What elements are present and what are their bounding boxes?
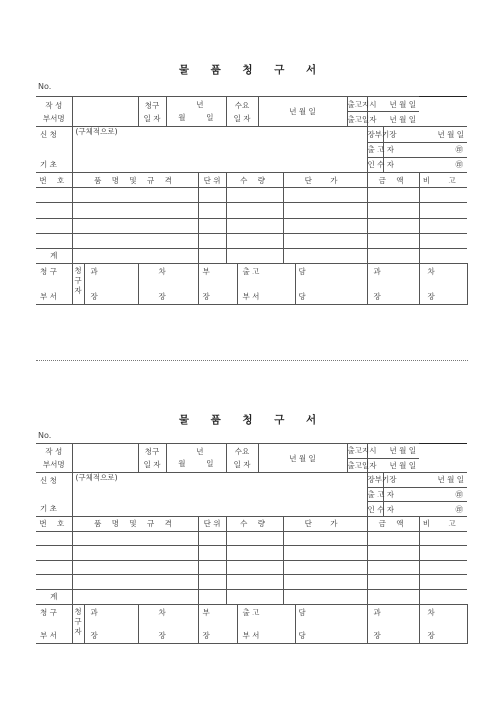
deputy-chief-sign[interactable]: 차 장 <box>138 264 198 305</box>
table-row <box>36 188 467 203</box>
form-number-label: No. <box>38 82 52 91</box>
col-no-header: 번 호 <box>36 172 72 187</box>
total-item-cell[interactable] <box>72 248 198 263</box>
out-dept-label: 출 고 부 서 <box>237 264 295 305</box>
col-price-header: 단 가 <box>283 516 367 531</box>
total-qty-cell[interactable] <box>226 248 283 263</box>
receiver-label: 인 수 자 <box>367 502 383 517</box>
table-row <box>36 560 467 575</box>
col-qty-header: 수 량 <box>226 516 283 531</box>
requester-label: 청 구 자 <box>72 604 84 643</box>
table-row <box>36 203 467 218</box>
out-date-field[interactable]: 년 월 일 <box>367 458 419 473</box>
col-qty-header: 수 량 <box>226 172 283 187</box>
requisition-table <box>36 96 467 305</box>
total-label: 계 <box>36 248 72 263</box>
form-title: 물 품 청 구 서 <box>178 64 326 76</box>
out-manager-sign[interactable]: 담 당 <box>295 264 367 305</box>
out-instruction-label: 출고지시 <box>347 444 367 459</box>
divider-line <box>36 360 468 361</box>
out-manager-sign[interactable]: 담 당 <box>295 604 367 643</box>
out-instruction-date[interactable]: 년 월 일 <box>367 444 419 459</box>
out-date-label: 출고일자 <box>347 112 367 127</box>
writer-dept-label: 작 성 부서명 <box>36 444 72 473</box>
total-unit-cell[interactable] <box>198 589 226 604</box>
ledger-label: 장부기장 <box>367 127 383 142</box>
out-person-seal[interactable] <box>383 142 467 157</box>
seal-icon: ㊞ <box>455 160 464 170</box>
table-row <box>36 218 467 233</box>
total-label: 계 <box>36 589 72 604</box>
dept-head-sign[interactable]: 부 장 <box>198 604 237 643</box>
out-section-chief-sign[interactable]: 과 장 <box>367 604 419 643</box>
col-price-header: 단 가 <box>283 172 367 187</box>
col-unit-header: 단 위 <box>198 516 226 531</box>
requester-label: 청 구 자 <box>72 264 84 305</box>
out-date-label: 출고일자 <box>347 458 367 473</box>
out-instruction-label: 출고지시 <box>347 97 367 112</box>
out-person-label: 출 고 자 <box>367 142 383 157</box>
writer-dept-field[interactable] <box>72 444 138 473</box>
need-date-field[interactable]: 년 월 일 <box>258 97 347 127</box>
seal-icon: ㊞ <box>455 504 464 514</box>
request-date-field[interactable]: 년 월 일 <box>166 444 226 473</box>
total-note-cell[interactable] <box>419 248 467 263</box>
out-person-label: 출 고 자 <box>367 487 383 502</box>
out-date-field[interactable]: 년 월 일 <box>367 112 419 127</box>
request-date-label: 청구 일 자 <box>138 444 166 473</box>
requisition-table <box>36 443 467 644</box>
form-title: 물 품 청 구 서 <box>178 414 326 426</box>
table-row <box>36 546 467 561</box>
dept-head-sign[interactable]: 부 장 <box>198 264 237 305</box>
ledger-label: 장부기장 <box>367 473 383 488</box>
col-item-header: 품 명 및 규 격 <box>72 516 198 531</box>
apply-base-label: 신 청 기 초 <box>36 473 72 517</box>
receiver-seal[interactable] <box>383 157 467 172</box>
writer-dept-field[interactable] <box>72 97 138 127</box>
seal-icon: ㊞ <box>455 145 464 155</box>
table-row <box>36 575 467 590</box>
out-person-seal[interactable] <box>383 487 467 502</box>
col-note-header: 비 고 <box>419 172 467 187</box>
section-chief-sign[interactable]: 과 장 <box>84 264 138 305</box>
apply-detail-field[interactable]: (구체적으로) <box>72 127 367 173</box>
total-note-cell[interactable] <box>419 589 467 604</box>
total-price-cell[interactable] <box>283 248 367 263</box>
section-chief-sign[interactable]: 과 장 <box>84 604 138 643</box>
table-row <box>36 233 467 248</box>
ledger-date-field[interactable]: 년 월 일 <box>383 127 467 142</box>
apply-base-label: 신 청 기 초 <box>36 127 72 173</box>
col-amount-header: 금 액 <box>367 172 419 187</box>
col-unit-header: 단 위 <box>198 172 226 187</box>
writer-dept-label: 작 성 부서명 <box>36 97 72 127</box>
request-dept-label: 청 구 부 서 <box>36 264 72 305</box>
out-deputy-chief-sign[interactable]: 차 장 <box>419 264 467 305</box>
receiver-seal[interactable] <box>383 502 467 517</box>
seal-icon: ㊞ <box>455 490 464 500</box>
form-number-label: No. <box>38 431 52 440</box>
deputy-chief-sign[interactable]: 차 장 <box>138 604 198 643</box>
total-price-cell[interactable] <box>283 589 367 604</box>
request-date-field[interactable]: 년 월 일 <box>166 97 226 127</box>
need-date-field[interactable]: 년 월 일 <box>258 444 347 473</box>
col-note-header: 비 고 <box>419 516 467 531</box>
col-amount-header: 금 액 <box>367 516 419 531</box>
total-amount-cell[interactable] <box>367 248 419 263</box>
col-item-header: 품 명 및 규 격 <box>72 172 198 187</box>
ledger-date-field[interactable]: 년 월 일 <box>383 473 467 488</box>
out-section-chief-sign[interactable]: 과 장 <box>367 264 419 305</box>
col-no-header: 번 호 <box>36 516 72 531</box>
apply-detail-field[interactable]: (구체적으로) <box>72 473 367 517</box>
total-unit-cell[interactable] <box>198 248 226 263</box>
total-qty-cell[interactable] <box>226 589 283 604</box>
need-date-label: 수요 일 자 <box>226 97 258 127</box>
need-date-label: 수요 일 자 <box>226 444 258 473</box>
request-date-label: 청구 일 자 <box>138 97 166 127</box>
out-deputy-chief-sign[interactable]: 차 장 <box>419 604 467 643</box>
receiver-label: 인 수 자 <box>367 157 383 172</box>
total-amount-cell[interactable] <box>367 589 419 604</box>
out-instruction-date[interactable]: 년 월 일 <box>367 97 419 112</box>
request-dept-label: 청 구 부 서 <box>36 604 72 643</box>
table-row <box>36 531 467 546</box>
out-dept-label: 출 고 부 서 <box>237 604 295 643</box>
total-item-cell[interactable] <box>72 589 198 604</box>
